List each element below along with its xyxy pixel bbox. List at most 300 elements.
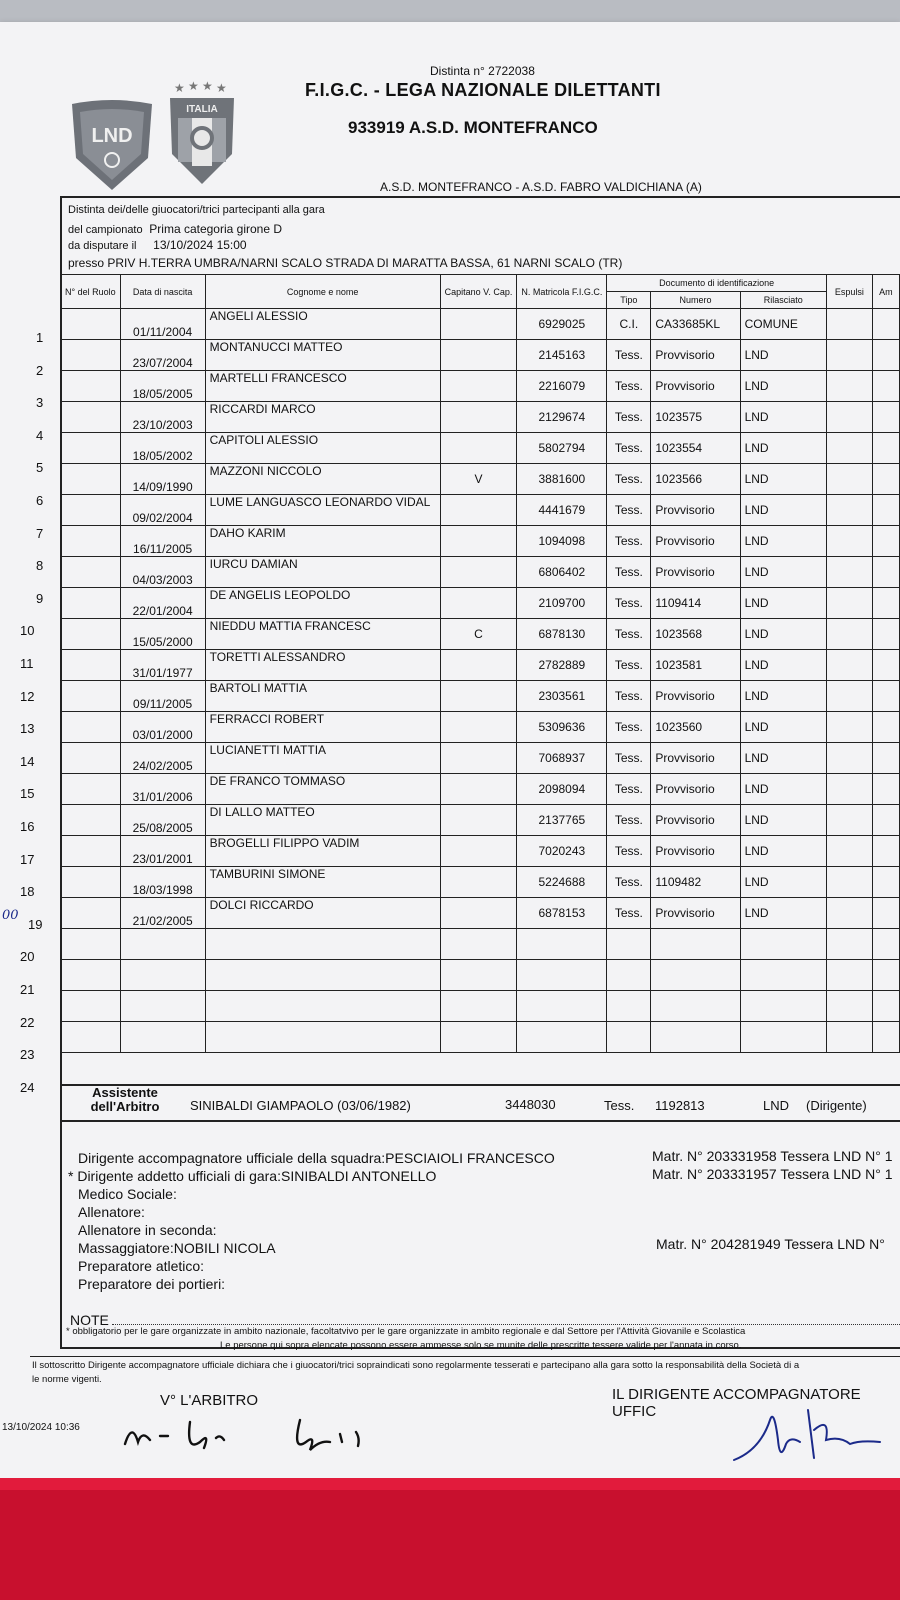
table-row: [61, 588, 900, 619]
label-distinta: Distinta dei/delle giuocatori/trici partecipanti alla gara: [68, 204, 325, 216]
lnd-shield-logo: [68, 98, 156, 190]
handwritten-mark: 00: [2, 908, 19, 923]
cell-issued-by: LND: [740, 805, 826, 836]
cell-player-name: TAMBURINI SIMONE: [205, 867, 440, 898]
cell-issued-by: LND: [740, 774, 826, 805]
cell-doc-type: Tess.: [607, 464, 651, 495]
row-number: 21: [20, 982, 35, 997]
cell-doc-type: Tess.: [607, 805, 651, 836]
cell-doc-number: [651, 991, 740, 1022]
header-nascita: Data di nascita: [120, 275, 205, 309]
cell-player-name: [205, 991, 440, 1022]
row-number: 18: [20, 884, 35, 900]
cell-captain: [440, 1022, 517, 1053]
cell-matricola: 2216079: [517, 371, 607, 402]
cell-issued-by: LND: [740, 867, 826, 898]
cell-doc-type: Tess.: [607, 588, 651, 619]
cell-doc-number: Provvisorio: [651, 557, 740, 588]
cell-player-name: MAZZONI NICCOLO: [205, 464, 440, 495]
cell-birthdate: 09/02/2004: [120, 495, 205, 526]
cell-ruolo: [61, 309, 121, 340]
cell-amm: [872, 371, 899, 402]
cell-espulsi: [826, 495, 872, 526]
cell-issued-by: LND: [740, 557, 826, 588]
cell-doc-type: Tess.: [607, 402, 651, 433]
cell-doc-number: CA33685KL: [651, 309, 740, 340]
cell-birthdate: 15/05/2000: [120, 619, 205, 650]
cell-ruolo: [61, 1022, 121, 1053]
cell-issued-by: [740, 991, 826, 1022]
cell-birthdate: 16/11/2005: [120, 526, 205, 557]
cell-birthdate: 21/02/2005: [120, 898, 205, 929]
cell-matricola: 2137765: [517, 805, 607, 836]
cell-captain: [440, 805, 517, 836]
cell-issued-by: [740, 929, 826, 960]
cell-espulsi: [826, 836, 872, 867]
cell-issued-by: [740, 1022, 826, 1053]
cell-amm: [872, 960, 899, 991]
table-row: [61, 929, 900, 960]
cell-player-name: LUME LANGUASCO LEONARDO VIDAL: [205, 495, 440, 526]
cell-captain: [440, 898, 517, 929]
cell-amm: [872, 712, 899, 743]
svg-text:★: ★: [174, 81, 185, 95]
cell-issued-by: LND: [740, 588, 826, 619]
cell-amm: [872, 464, 899, 495]
venue-line: presso PRIV H.TERRA UMBRA/NARNI SCALO STRADA DI MARATTA BASSA, 61 NARNI SCALO (TR): [68, 256, 623, 270]
cell-player-name: BARTOLI MATTIA: [205, 681, 440, 712]
cell-birthdate: 04/03/2003: [120, 557, 205, 588]
cell-birthdate: 25/08/2005: [120, 805, 205, 836]
assistant-tipo: Tess.: [604, 1098, 635, 1113]
allenatore-line: Allenatore:: [78, 1204, 145, 1220]
cell-doc-type: [607, 1022, 651, 1053]
cell-captain: [440, 309, 517, 340]
note-line: [112, 1324, 900, 1325]
cell-matricola: [517, 960, 607, 991]
cell-matricola: 1094098: [517, 526, 607, 557]
cell-captain: [440, 991, 517, 1022]
medico-line: Medico Sociale:: [78, 1186, 177, 1202]
cell-ruolo: [61, 743, 121, 774]
portieri-line: Preparatore dei portieri:: [78, 1276, 226, 1292]
cell-birthdate: 18/03/1998: [120, 867, 205, 898]
cell-ruolo: [61, 712, 121, 743]
cell-espulsi: [826, 960, 872, 991]
cell-espulsi: [826, 1022, 872, 1053]
cell-captain: [440, 402, 517, 433]
row-number: 17: [20, 851, 35, 867]
cell-captain: [440, 712, 517, 743]
cell-amm: [872, 1022, 899, 1053]
cell-ruolo: [61, 371, 121, 402]
cell-captain: [440, 340, 517, 371]
table-row: [61, 433, 900, 464]
cell-issued-by: LND: [740, 526, 826, 557]
cell-issued-by: LND: [740, 495, 826, 526]
header-amm: Am: [872, 275, 899, 309]
row-number: 5: [36, 460, 44, 476]
cell-doc-number: Provvisorio: [651, 743, 740, 774]
allenatore2-line: Allenatore in seconda:: [78, 1222, 217, 1238]
cell-doc-type: C.I.: [607, 309, 651, 340]
cell-espulsi: [826, 464, 872, 495]
row-number: 8: [36, 558, 44, 574]
table-row: [61, 867, 900, 898]
cell-issued-by: LND: [740, 650, 826, 681]
cell-captain: [440, 495, 517, 526]
cell-captain: [440, 929, 517, 960]
cell-player-name: DE FRANCO TOMMASO: [205, 774, 440, 805]
cell-doc-type: [607, 960, 651, 991]
match-teams: A.S.D. MONTEFRANCO - A.S.D. FABRO VALDICHIANA (A): [380, 180, 702, 194]
cell-amm: [872, 650, 899, 681]
table-row: [61, 526, 900, 557]
cell-doc-type: Tess.: [607, 836, 651, 867]
cell-doc-type: Tess.: [607, 867, 651, 898]
dirigente-label: IL DIRIGENTE ACCOMPAGNATORE UFFIC: [612, 1386, 861, 1420]
cell-ruolo: [61, 619, 121, 650]
cell-doc-number: Provvisorio: [651, 526, 740, 557]
cell-captain: [440, 371, 517, 402]
cell-birthdate: 14/09/1990: [120, 464, 205, 495]
cell-player-name: DE ANGELIS LEOPOLDO: [205, 588, 440, 619]
cell-amm: [872, 991, 899, 1022]
header-numero: Numero: [651, 292, 740, 309]
date-line: da disputare il 13/10/2024 15:00: [68, 238, 247, 252]
cell-doc-type: Tess.: [607, 619, 651, 650]
assistant-rilasciato: LND: [763, 1098, 790, 1113]
row-number: 13: [20, 721, 35, 737]
table-row: [61, 836, 900, 867]
cell-player-name: [205, 929, 440, 960]
table-row: [61, 743, 900, 774]
row-number: 3: [36, 395, 44, 411]
cell-issued-by: LND: [740, 898, 826, 929]
cell-amm: [872, 340, 899, 371]
cell-espulsi: [826, 588, 872, 619]
row-number: 1: [36, 330, 44, 345]
cell-captain: [440, 588, 517, 619]
table-row: [61, 650, 900, 681]
matr-massaggiatore: Matr. N° 204281949 Tessera LND N°: [656, 1236, 885, 1252]
cell-doc-number: 1023560: [651, 712, 740, 743]
assistant-role: (Dirigente): [806, 1098, 867, 1113]
cell-amm: [872, 681, 899, 712]
cell-doc-type: Tess.: [607, 650, 651, 681]
cell-espulsi: [826, 619, 872, 650]
cell-doc-type: Tess.: [607, 526, 651, 557]
cell-doc-type: Tess.: [607, 712, 651, 743]
header-nome: Cognome e nome: [205, 275, 440, 309]
cell-player-name: BROGELLI FILIPPO VADIM: [205, 836, 440, 867]
table-row: [61, 712, 900, 743]
club-title: 933919 A.S.D. MONTEFRANCO: [348, 118, 598, 137]
federation-title: F.I.G.C. - LEGA NAZIONALE DILETTANTI: [305, 80, 661, 100]
cell-matricola: 6878153: [517, 898, 607, 929]
cell-ruolo: [61, 433, 121, 464]
campionato-line: del campionato Prima categoria girone D: [68, 222, 283, 236]
cell-doc-number: Provvisorio: [651, 774, 740, 805]
cell-doc-type: Tess.: [607, 340, 651, 371]
table-row: [61, 774, 900, 805]
cell-birthdate: 01/11/2004: [120, 309, 205, 340]
assistant-name: SINIBALDI GIAMPAOLO (03/06/1982): [190, 1098, 411, 1113]
header-documento: Documento di identificazione: [607, 275, 827, 292]
cell-doc-type: Tess.: [607, 898, 651, 929]
cell-matricola: [517, 991, 607, 1022]
cell-ruolo: [61, 402, 121, 433]
svg-text:★: ★: [202, 80, 213, 93]
header-rilasciato: Rilasciato: [740, 292, 826, 309]
row-number: 15: [20, 786, 35, 802]
cell-issued-by: LND: [740, 464, 826, 495]
cell-ruolo: [61, 991, 121, 1022]
cell-matricola: [517, 1022, 607, 1053]
cell-ruolo: [61, 340, 121, 371]
table-row: [61, 557, 900, 588]
row-number: 11: [20, 656, 34, 671]
table-row: [61, 402, 900, 433]
cell-doc-number: Provvisorio: [651, 805, 740, 836]
cell-espulsi: [826, 743, 872, 774]
cell-doc-number: Provvisorio: [651, 495, 740, 526]
cell-matricola: 6806402: [517, 557, 607, 588]
cell-captain: [440, 867, 517, 898]
cell-birthdate: 22/01/2004: [120, 588, 205, 619]
cell-player-name: CAPITOLI ALESSIO: [205, 433, 440, 464]
cell-doc-type: Tess.: [607, 681, 651, 712]
svg-text:★: ★: [188, 80, 199, 93]
row-number: 12: [20, 688, 35, 704]
declaration-2: le norme vigenti.: [32, 1374, 102, 1385]
cell-matricola: 5309636: [517, 712, 607, 743]
cell-espulsi: [826, 402, 872, 433]
cell-player-name: NIEDDU MATTIA FRANCESC: [205, 619, 440, 650]
cell-espulsi: [826, 991, 872, 1022]
table-row: [61, 340, 900, 371]
cell-doc-type: [607, 929, 651, 960]
table-row: [61, 464, 900, 495]
cell-matricola: 6929025: [517, 309, 607, 340]
cell-matricola: 7020243: [517, 836, 607, 867]
cell-espulsi: [826, 340, 872, 371]
cell-issued-by: COMUNE: [740, 309, 826, 340]
cell-doc-number: [651, 960, 740, 991]
dirigente-signature: [730, 1400, 900, 1472]
cell-espulsi: [826, 371, 872, 402]
row-number: 20: [20, 949, 35, 965]
cell-captain: V: [440, 464, 517, 495]
row-number: 10: [20, 623, 35, 639]
cell-doc-type: Tess.: [607, 774, 651, 805]
row-number: 6: [36, 493, 44, 508]
cell-matricola: 4441679: [517, 495, 607, 526]
cell-captain: [440, 743, 517, 774]
cell-ruolo: [61, 681, 121, 712]
cell-espulsi: [826, 526, 872, 557]
cell-doc-number: Provvisorio: [651, 371, 740, 402]
header-capitano: Capitano V. Cap.: [440, 275, 517, 309]
matr-dirigente: Matr. N° 203331958 Tessera LND N° 1: [652, 1148, 893, 1164]
cell-espulsi: [826, 712, 872, 743]
cell-matricola: 5802794: [517, 433, 607, 464]
cell-doc-number: Provvisorio: [651, 836, 740, 867]
cell-doc-type: Tess.: [607, 743, 651, 774]
cell-issued-by: LND: [740, 836, 826, 867]
svg-text:ITALIA: ITALIA: [186, 104, 218, 115]
cell-amm: [872, 867, 899, 898]
cell-birthdate: [120, 991, 205, 1022]
cell-issued-by: LND: [740, 371, 826, 402]
cell-amm: [872, 619, 899, 650]
cell-player-name: MARTELLI FRANCESCO: [205, 371, 440, 402]
row-number: 14: [20, 753, 35, 769]
cell-matricola: 7068937: [517, 743, 607, 774]
assistant-label: Assistente dell'Arbitro: [90, 1085, 160, 1114]
cell-espulsi: [826, 867, 872, 898]
cell-captain: C: [440, 619, 517, 650]
row-number: 24: [20, 1079, 35, 1095]
cell-ruolo: [61, 774, 121, 805]
cell-birthdate: 23/10/2003: [120, 402, 205, 433]
cell-doc-type: Tess.: [607, 495, 651, 526]
cell-amm: [872, 557, 899, 588]
cell-espulsi: [826, 433, 872, 464]
cell-ruolo: [61, 867, 121, 898]
cell-doc-type: [607, 991, 651, 1022]
cell-birthdate: 23/07/2004: [120, 340, 205, 371]
cell-ruolo: [61, 836, 121, 867]
cell-player-name: FERRACCI ROBERT: [205, 712, 440, 743]
cell-doc-number: Provvisorio: [651, 340, 740, 371]
cell-amm: [872, 309, 899, 340]
cell-player-name: [205, 1022, 440, 1053]
cell-matricola: [517, 929, 607, 960]
table-row: [61, 991, 900, 1022]
cell-player-name: DAHO KARIM: [205, 526, 440, 557]
cell-matricola: 2782889: [517, 650, 607, 681]
cell-espulsi: [826, 557, 872, 588]
note-label: NOTE: [70, 1312, 109, 1328]
table-row: [61, 371, 900, 402]
cell-ruolo: [61, 495, 121, 526]
svg-text:LND: LND: [91, 125, 133, 147]
cell-amm: [872, 929, 899, 960]
cell-amm: [872, 743, 899, 774]
cell-amm: [872, 805, 899, 836]
cell-birthdate: 18/05/2005: [120, 371, 205, 402]
table-row: [61, 960, 900, 991]
massaggiatore-line: Massaggiatore:NOBILI NICOLA: [78, 1240, 276, 1256]
cell-birthdate: 03/01/2000: [120, 712, 205, 743]
cell-player-name: ANGELI ALESSIO: [205, 309, 440, 340]
italia-shield-logo: [168, 80, 236, 184]
cell-doc-number: [651, 1022, 740, 1053]
addetto-line: * Dirigente addetto ufficiali di gara:SINIBALDI ANTONELLO: [68, 1168, 437, 1184]
cell-captain: [440, 557, 517, 588]
svg-text:★: ★: [216, 81, 227, 95]
cell-amm: [872, 433, 899, 464]
cell-ruolo: [61, 960, 121, 991]
row-number: 9: [36, 590, 44, 606]
cell-ruolo: [61, 526, 121, 557]
atletico-line: Preparatore atletico:: [78, 1258, 205, 1274]
cell-captain: [440, 650, 517, 681]
cell-captain: [440, 433, 517, 464]
cell-espulsi: [826, 774, 872, 805]
cell-birthdate: 23/01/2001: [120, 836, 205, 867]
cell-espulsi: [826, 898, 872, 929]
cell-espulsi: [826, 805, 872, 836]
cell-amm: [872, 495, 899, 526]
cell-player-name: [205, 960, 440, 991]
cell-matricola: 2145163: [517, 340, 607, 371]
cell-captain: [440, 774, 517, 805]
cell-ruolo: [61, 929, 121, 960]
footnote-1: * obbligatorio per le gare organizzate in ambito nazionale, facoltatvivo per le gare organizzate in ambito regionale e dal Settore per l'Attività Giovanile e Scolastica: [66, 1326, 746, 1337]
players-table: [60, 274, 900, 1053]
cell-espulsi: [826, 929, 872, 960]
row-number: 19: [28, 916, 43, 932]
cell-player-name: DOLCI RICCARDO: [205, 898, 440, 929]
cell-birthdate: [120, 929, 205, 960]
arbitro-label: V° L'ARBITRO: [160, 1392, 259, 1409]
cell-birthdate: 18/05/2002: [120, 433, 205, 464]
cell-doc-number: 1023554: [651, 433, 740, 464]
cell-issued-by: LND: [740, 712, 826, 743]
header-espulsi: Espulsi: [826, 275, 872, 309]
arbitro-signature: [120, 1412, 370, 1462]
cell-issued-by: LND: [740, 619, 826, 650]
table-row: [61, 1022, 900, 1053]
cell-doc-number: Provvisorio: [651, 681, 740, 712]
cell-ruolo: [61, 588, 121, 619]
cell-matricola: 2109700: [517, 588, 607, 619]
assistant-matricola: 3448030: [505, 1097, 556, 1112]
cell-doc-number: 1023581: [651, 650, 740, 681]
cell-birthdate: [120, 960, 205, 991]
cell-amm: [872, 588, 899, 619]
table-row: [61, 309, 900, 340]
cell-player-name: MONTANUCCI MATTEO: [205, 340, 440, 371]
cell-player-name: DI LALLO MATTEO: [205, 805, 440, 836]
header-matricola: N. Matricola F.I.G.C.: [517, 275, 607, 309]
cell-matricola: 5224688: [517, 867, 607, 898]
cell-matricola: 6878130: [517, 619, 607, 650]
cell-player-name: IURCU DAMIAN: [205, 557, 440, 588]
cell-issued-by: LND: [740, 402, 826, 433]
cell-issued-by: LND: [740, 743, 826, 774]
table-row: [61, 681, 900, 712]
dirigente-line: Dirigente accompagnatore ufficiale della squadra:PESCIAIOLI FRANCESCO: [78, 1150, 555, 1166]
cell-espulsi: [826, 309, 872, 340]
declaration-rule: [30, 1356, 900, 1357]
table-row: [61, 898, 900, 929]
cell-captain: [440, 960, 517, 991]
row-number: 23: [20, 1047, 35, 1063]
cell-birthdate: 09/11/2005: [120, 681, 205, 712]
cell-doc-type: Tess.: [607, 557, 651, 588]
row-number: 22: [20, 1014, 35, 1030]
cell-captain: [440, 681, 517, 712]
cell-doc-type: Tess.: [607, 371, 651, 402]
timestamp: 13/10/2024 10:36: [2, 1422, 80, 1433]
cell-player-name: LUCIANETTI MATTIA: [205, 743, 440, 774]
cell-ruolo: [61, 898, 121, 929]
header-ruolo: N° del Ruolo: [61, 275, 121, 309]
table-row: [61, 495, 900, 526]
